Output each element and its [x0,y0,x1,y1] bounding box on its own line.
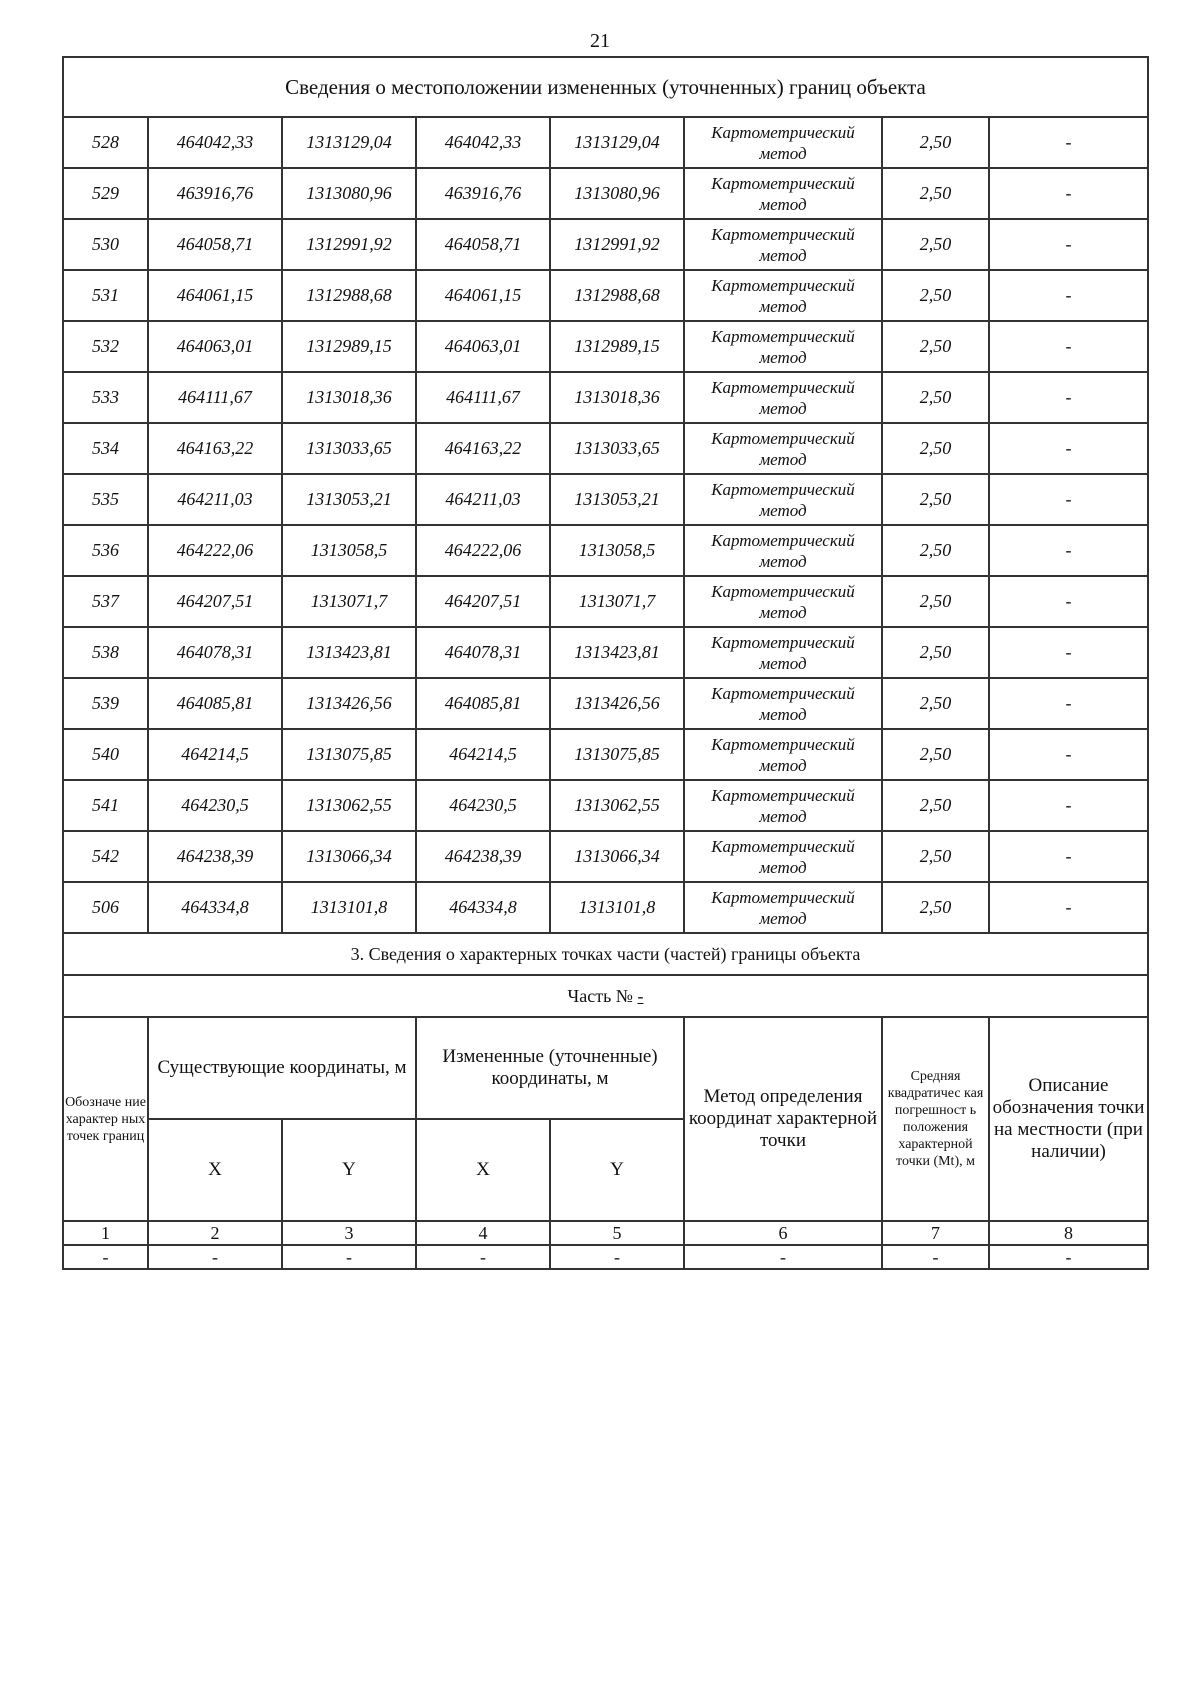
cell-y1: 1312988,68 [282,270,416,321]
cell-desc: - [989,627,1148,678]
cell-mt: 2,50 [882,780,989,831]
cell-y1: 1313071,7 [282,576,416,627]
cell-method [684,321,882,372]
method-line: метод [759,602,807,622]
method-line: метод [759,500,807,520]
cell-id: 534 [63,423,148,474]
cell-y1: 1313423,81 [282,627,416,678]
method-line: метод [759,296,807,316]
cell-method [684,729,882,780]
method-line: метод [759,704,807,724]
cell-desc: - [989,678,1148,729]
cell-id: 539 [63,678,148,729]
method-line: Картометрический [711,224,855,244]
header-designation: Обозначе ние характер ных точек границ [63,1017,148,1221]
empty-cell: - [684,1245,882,1269]
cell-y2: 1313033,65 [550,423,684,474]
part-value: - [637,985,644,1006]
cell-mt: 2,50 [882,474,989,525]
table-row [63,219,1148,270]
method-line: Картометрический [711,479,855,499]
cell-y1: 1313101,8 [282,882,416,933]
column-number: 4 [416,1221,550,1245]
method-line: Картометрический [711,683,855,703]
cell-desc: - [989,780,1148,831]
cell-method [684,474,882,525]
cell-desc: - [989,474,1148,525]
cell-y1: 1313129,04 [282,117,416,168]
table-row [63,831,1148,882]
table-row [63,576,1148,627]
cell-y2: 1313423,81 [550,627,684,678]
cell-method [684,678,882,729]
cell-x1: 464207,51 [148,576,282,627]
table-row [63,678,1148,729]
cell-x2: 464063,01 [416,321,550,372]
cell-method [684,576,882,627]
cell-y1: 1313033,65 [282,423,416,474]
cell-y1: 1313426,56 [282,678,416,729]
cell-y2: 1313075,85 [550,729,684,780]
cell-desc: - [989,525,1148,576]
column-number: 8 [989,1221,1148,1245]
header-method: Метод определения координат характерной точки [684,1017,882,1221]
empty-cell: - [882,1245,989,1269]
method-line: метод [759,653,807,673]
cell-x1: 464230,5 [148,780,282,831]
cell-y2: 1313018,36 [550,372,684,423]
method-line: Картометрический [711,836,855,856]
cell-id: 540 [63,729,148,780]
cell-y1: 1313075,85 [282,729,416,780]
empty-cell: - [282,1245,416,1269]
cell-mt: 2,50 [882,270,989,321]
cell-x1: 464063,01 [148,321,282,372]
empty-cell: - [63,1245,148,1269]
method-line: метод [759,908,807,928]
table-title-row [63,57,1148,117]
cell-x2: 464058,71 [416,219,550,270]
method-line: метод [759,551,807,571]
cell-x2: 464111,67 [416,372,550,423]
method-line: Картометрический [711,173,855,193]
cell-method [684,168,882,219]
table-row [63,882,1148,933]
table-row [63,117,1148,168]
cell-desc: - [989,423,1148,474]
cell-mt: 2,50 [882,576,989,627]
method-line: метод [759,806,807,826]
cell-id: 542 [63,831,148,882]
cell-x2: 464042,33 [416,117,550,168]
method-line: Картометрический [711,326,855,346]
cell-method [684,525,882,576]
method-line: метод [759,347,807,367]
cell-mt: 2,50 [882,831,989,882]
table-row [63,627,1148,678]
cell-y2: 1313071,7 [550,576,684,627]
column-number: 2 [148,1221,282,1245]
column-number: 7 [882,1221,989,1245]
cell-method [684,780,882,831]
table-row [63,1245,1148,1269]
page-number: 21 [590,30,610,52]
method-line: метод [759,398,807,418]
cell-mt: 2,50 [882,627,989,678]
cell-y2: 1312989,15 [550,321,684,372]
cell-x2: 464334,8 [416,882,550,933]
cell-id: 536 [63,525,148,576]
cell-desc: - [989,729,1148,780]
cell-id: 528 [63,117,148,168]
cell-mt: 2,50 [882,882,989,933]
method-line: метод [759,755,807,775]
cell-mt: 2,50 [882,729,989,780]
cell-y2: 1313129,04 [550,117,684,168]
cell-mt: 2,50 [882,168,989,219]
cell-y2: 1313053,21 [550,474,684,525]
cell-x1: 463916,76 [148,168,282,219]
cell-id: 541 [63,780,148,831]
method-line: метод [759,194,807,214]
header-x: X [148,1119,282,1221]
cell-y1: 1313062,55 [282,780,416,831]
cell-id: 531 [63,270,148,321]
cell-mt: 2,50 [882,525,989,576]
cell-y1: 1313058,5 [282,525,416,576]
cell-x2: 464214,5 [416,729,550,780]
empty-cell: - [989,1245,1148,1269]
table-row [63,780,1148,831]
section-3-title: 3. Сведения о характерных точках части (частей) границы объекта [63,933,1148,975]
cell-id: 532 [63,321,148,372]
part-label: Часть № [567,985,633,1006]
cell-mt: 2,50 [882,372,989,423]
cell-mt: 2,50 [882,678,989,729]
empty-cell: - [416,1245,550,1269]
cell-x2: 463916,76 [416,168,550,219]
table-row [63,525,1148,576]
cell-x2: 464078,31 [416,627,550,678]
header-changed-coords: Измененные (уточненные) координаты, м [416,1017,684,1119]
cell-method [684,882,882,933]
method-line: метод [759,449,807,469]
cell-y2: 1313101,8 [550,882,684,933]
header-y: Y [282,1119,416,1221]
method-line: Картометрический [711,377,855,397]
method-line: Картометрический [711,632,855,652]
table-row [63,474,1148,525]
method-line: Картометрический [711,785,855,805]
column-number: 6 [684,1221,882,1245]
cell-desc: - [989,372,1148,423]
method-line: Картометрический [711,581,855,601]
cell-y2: 1313066,34 [550,831,684,882]
cell-x1: 464078,31 [148,627,282,678]
cell-id: 538 [63,627,148,678]
cell-y2: 1313426,56 [550,678,684,729]
header-description: Описание обозначения точки на местности (при наличии) [989,1017,1148,1221]
cell-mt: 2,50 [882,423,989,474]
header-y: Y [550,1119,684,1221]
header-x: X [416,1119,550,1221]
cell-y2: 1312988,68 [550,270,684,321]
boundary-table [62,56,1149,1270]
cell-y1: 1313018,36 [282,372,416,423]
cell-x2: 464061,15 [416,270,550,321]
cell-x2: 464238,39 [416,831,550,882]
cell-x1: 464042,33 [148,117,282,168]
cell-y1: 1312989,15 [282,321,416,372]
cell-y2: 1313058,5 [550,525,684,576]
cell-x2: 464230,5 [416,780,550,831]
cell-x1: 464061,15 [148,270,282,321]
cell-id: 535 [63,474,148,525]
cell-x2: 464085,81 [416,678,550,729]
method-line: метод [759,143,807,163]
cell-desc: - [989,576,1148,627]
cell-id: 537 [63,576,148,627]
part-number-cell [63,975,1148,1017]
cell-x1: 464238,39 [148,831,282,882]
empty-cell: - [148,1245,282,1269]
cell-method [684,270,882,321]
cell-method [684,219,882,270]
cell-method [684,627,882,678]
cell-y2: 1313080,96 [550,168,684,219]
cell-method [684,423,882,474]
column-number: 5 [550,1221,684,1245]
cell-desc: - [989,219,1148,270]
cell-x1: 464058,71 [148,219,282,270]
table-row [63,321,1148,372]
cell-x2: 464211,03 [416,474,550,525]
cell-desc: - [989,270,1148,321]
method-line: Картометрический [711,428,855,448]
method-line: метод [759,245,807,265]
cell-method [684,117,882,168]
table-title: Сведения о местоположении измененных (уточненных) границ объекта [63,57,1148,117]
part-row [63,975,1148,1017]
cell-desc: - [989,831,1148,882]
method-line: Картометрический [711,122,855,142]
cell-x1: 464163,22 [148,423,282,474]
cell-method [684,372,882,423]
cell-x1: 464334,8 [148,882,282,933]
cell-x1: 464222,06 [148,525,282,576]
cell-method [684,831,882,882]
method-line: метод [759,857,807,877]
cell-mt: 2,50 [882,321,989,372]
cell-desc: - [989,168,1148,219]
table-row [63,372,1148,423]
cell-x2: 464163,22 [416,423,550,474]
cell-y1: 1313053,21 [282,474,416,525]
column-number: 3 [282,1221,416,1245]
cell-id: 533 [63,372,148,423]
cell-y2: 1312991,92 [550,219,684,270]
table-row [63,423,1148,474]
column-number: 1 [63,1221,148,1245]
table-row [63,729,1148,780]
cell-desc: - [989,882,1148,933]
cell-id: 529 [63,168,148,219]
table-row [63,168,1148,219]
section-3-title-row [63,933,1148,975]
cell-y1: 1313080,96 [282,168,416,219]
cell-desc: - [989,117,1148,168]
cell-id: 530 [63,219,148,270]
method-line: Картометрический [711,275,855,295]
cell-desc: - [989,321,1148,372]
empty-cell: - [550,1245,684,1269]
header-mt: Средняя квадратичес кая погрешност ь положения характерной точки (Mt), м [882,1017,989,1221]
header-row-1 [63,1017,1148,1119]
cell-x2: 464222,06 [416,525,550,576]
table-row [63,270,1148,321]
cell-y1: 1312991,92 [282,219,416,270]
method-line: Картометрический [711,887,855,907]
cell-y1: 1313066,34 [282,831,416,882]
cell-mt: 2,50 [882,219,989,270]
cell-y2: 1313062,55 [550,780,684,831]
cell-id: 506 [63,882,148,933]
method-line: Картометрический [711,734,855,754]
cell-x1: 464211,03 [148,474,282,525]
column-numbers-row [63,1221,1148,1245]
cell-x2: 464207,51 [416,576,550,627]
cell-x1: 464214,5 [148,729,282,780]
cell-mt: 2,50 [882,117,989,168]
method-line: Картометрический [711,530,855,550]
cell-x1: 464085,81 [148,678,282,729]
header-existing-coords: Существующие координаты, м [148,1017,416,1119]
cell-x1: 464111,67 [148,372,282,423]
